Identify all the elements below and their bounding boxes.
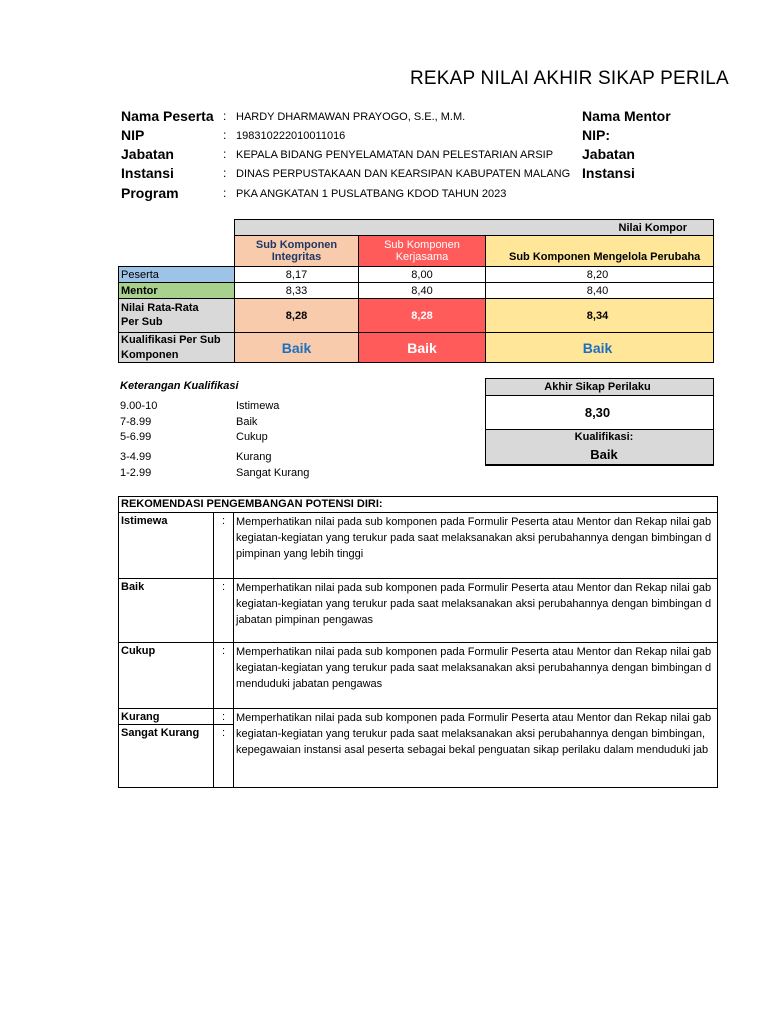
- row-peserta-text: Peserta: [121, 268, 159, 281]
- mentor-nip-label: NIP:: [582, 127, 610, 143]
- value: 8,17: [285, 268, 308, 281]
- ket-label: Istimewa: [236, 400, 280, 412]
- kual-perubahan: [485, 332, 714, 363]
- value: 8,00: [411, 268, 433, 281]
- colon: :: [222, 515, 226, 527]
- row-mentor-label: [118, 282, 235, 299]
- jabatan-label: Jabatan: [121, 146, 174, 162]
- ket-label: Baik: [236, 416, 258, 428]
- rek-kurang-line: Memperhatikan nilai pada sub komponen pada Formulir Peserta atau Mentor dan Rekap nilai gab: [236, 712, 712, 724]
- page-title: REKAP NILAI AKHIR SIKAP PERILA: [410, 68, 729, 89]
- value: 8,40: [411, 284, 433, 297]
- divider: [233, 512, 234, 788]
- col-perubahan-header: [485, 235, 714, 267]
- value: 8,34: [586, 309, 609, 322]
- value: 8,33: [285, 284, 308, 297]
- divider: [118, 642, 718, 643]
- peserta-perubahan: [485, 266, 714, 283]
- colon: :: [223, 128, 227, 142]
- peserta-kerjasama: [358, 266, 486, 283]
- akhir-kualifikasi-value: Baik: [590, 447, 618, 462]
- nip-label: NIP: [121, 127, 145, 143]
- colon: :: [222, 727, 226, 739]
- kual-integritas: [234, 332, 359, 363]
- instansi-value: DINAS PERPUSTAKAAN DAN KEARSIPAN KABUPATEN MALANG: [236, 168, 571, 180]
- rek-baik-line: jabatan pimpinan pengawas: [236, 614, 373, 626]
- divider: [118, 578, 718, 579]
- kual-kerjasama: [358, 332, 486, 363]
- rek-kurang-label: Kurang: [121, 711, 160, 723]
- ket-range: 1-2.99: [120, 467, 152, 479]
- row-peserta-label: [118, 266, 235, 283]
- ket-label: Kurang: [236, 451, 272, 463]
- rek-baik-line: kegiatan-kegiatan yang terukur pada saat melaksanakan aksi perubahannya dengan bimbingan d: [236, 598, 712, 610]
- rata-kerjasama: [358, 298, 486, 333]
- colon: :: [223, 147, 227, 161]
- col-kerjasama-header: [358, 235, 486, 267]
- rek-istimewa-line: Memperhatikan nilai pada sub komponen pada Formulir Peserta atau Mentor dan Rekap nilai gab: [236, 516, 712, 528]
- jabatan-value: KEPALA BIDANG PENYELAMATAN DAN PELESTARIAN ARSIP: [236, 149, 554, 161]
- akhir-kualifikasi-label: Kualifikasi:: [574, 431, 634, 443]
- keterangan-heading: Keterangan Kualifikasi: [120, 380, 239, 392]
- ket-range: 7-8.99: [120, 416, 152, 428]
- rek-baik-line: Memperhatikan nilai pada sub komponen pada Formulir Peserta atau Mentor dan Rekap nilai gab: [236, 582, 712, 594]
- rata-integritas: [234, 298, 359, 333]
- akhir-header: [485, 378, 714, 396]
- row-rata-label: [118, 298, 235, 333]
- rek-istimewa-line: kegiatan-kegiatan yang terukur pada saat melaksanakan aksi perubahannya dengan bimbingan d: [236, 532, 712, 544]
- mentor-jabatan-label: Jabatan: [582, 146, 635, 162]
- divider: [118, 708, 718, 709]
- row-kualifikasi-text: Kualifikasi Per Sub Komponen: [121, 334, 221, 361]
- program-label: Program: [121, 185, 179, 201]
- value: Baik: [281, 339, 312, 356]
- akhir-kualifikasi-box: [485, 429, 714, 466]
- rek-kurang-line: kegiatan-kegiatan yang terukur pada saat melaksanakan aksi perubahannya dengan bimbingan,: [236, 728, 706, 740]
- divider: [118, 512, 718, 513]
- nilai-komponen-header: [234, 219, 714, 236]
- akhir-header-text: Akhir Sikap Perilaku: [544, 381, 651, 393]
- colon: :: [222, 581, 226, 593]
- col-kerjasama-text: Sub Komponen Kerjasama: [384, 239, 460, 263]
- value: 8,40: [586, 284, 609, 297]
- divider: [118, 724, 234, 725]
- value: Baik: [407, 339, 437, 356]
- ket-range: 5-6.99: [120, 431, 152, 443]
- rek-baik-label: Baik: [121, 581, 145, 593]
- nilai-komponen-header-text: Nilai Kompor: [618, 221, 687, 234]
- nama-peserta-value: HARDY DHARMAWAN PRAYOGO, S.E., M.M.: [236, 111, 466, 123]
- rek-sangat-kurang-label: Sangat Kurang: [121, 727, 200, 739]
- mentor-kerjasama: [358, 282, 486, 299]
- colon: :: [223, 109, 227, 123]
- value: 8,20: [586, 268, 609, 281]
- col-integritas-text: Sub Komponen Integritas: [255, 239, 338, 263]
- rek-cukup-line: Memperhatikan nilai pada sub komponen pada Formulir Peserta atau Mentor dan Rekap nilai gab: [236, 646, 712, 658]
- rek-cukup-line: kegiatan-kegiatan yang terukur pada saat melaksanakan aksi perubahannya dengan bimbingan d: [236, 662, 712, 674]
- colon: :: [222, 645, 226, 657]
- instansi-label: Instansi: [121, 165, 174, 181]
- colon: :: [223, 166, 227, 180]
- nama-mentor-label: Nama Mentor: [582, 108, 671, 124]
- rek-cukup-label: Cukup: [121, 645, 156, 657]
- row-mentor-text: Mentor: [121, 284, 158, 297]
- colon: :: [222, 711, 226, 723]
- colon: :: [223, 186, 227, 200]
- row-rata-text: Nilai Rata-Rata Per Sub: [121, 302, 199, 328]
- ket-label: Cukup: [236, 431, 268, 443]
- akhir-value-text: 8,30: [584, 405, 611, 420]
- row-kualifikasi-label: [118, 332, 235, 363]
- ket-range: 9.00-10: [120, 400, 158, 412]
- rata-perubahan: [485, 298, 714, 333]
- value: 8,28: [411, 309, 433, 322]
- ket-range: 3-4.99: [120, 451, 152, 463]
- rek-cukup-line: menduduki jabatan pengawas: [236, 678, 383, 690]
- nama-peserta-label: Nama Peserta: [121, 108, 214, 124]
- mentor-perubahan: [485, 282, 714, 299]
- rekomendasi-header: REKOMENDASI PENGEMBANGAN POTENSI DIRI:: [121, 498, 383, 510]
- ket-label: Sangat Kurang: [236, 467, 310, 479]
- mentor-instansi-label: Instansi: [582, 165, 635, 181]
- rek-istimewa-label: Istimewa: [121, 515, 168, 527]
- value: 8,28: [285, 309, 308, 322]
- nip-value: 198310222010011016: [236, 130, 346, 142]
- col-integritas-header: [234, 235, 359, 267]
- program-value: PKA ANGKATAN 1 PUSLATBANG KDOD TAHUN 2023: [236, 188, 507, 200]
- value: Baik: [582, 339, 613, 356]
- rek-kurang-line: kepegawaian instansi asal peserta sebagai bekal penguatan sikap perilaku dalam menduduki jab: [236, 744, 709, 756]
- rek-istimewa-line: pimpinan yang lebih tinggi: [236, 548, 364, 560]
- divider: [213, 512, 214, 788]
- akhir-value: [485, 395, 714, 430]
- col-perubahan-text: Sub Komponen Mengelola Perubaha: [509, 251, 701, 263]
- mentor-integritas: [234, 282, 359, 299]
- peserta-integritas: [234, 266, 359, 283]
